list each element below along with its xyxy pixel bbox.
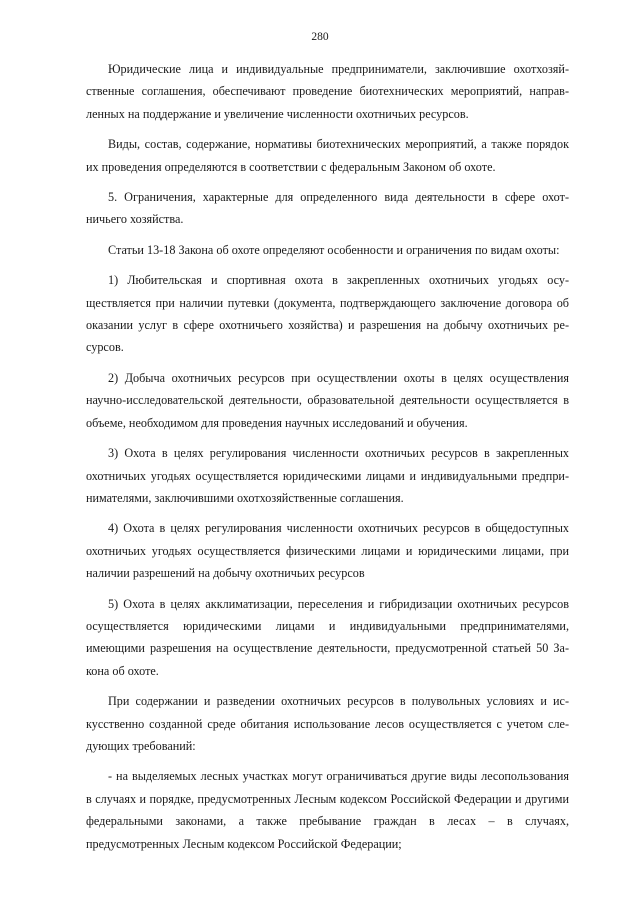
body-text	[86, 58, 569, 863]
paragraph: При содержании и разведении охотничьих ресурсов в полувольных условиях и искусственно созданной среде обитания использование лесов осуществляется с учетом следующих требований:	[86, 694, 569, 753]
paragraph: 2) Добыча охотничьих ресурсов при осуществлении охоты в целях осуществления научно-исследовательской деятельности, образовательной деятельности осуществляется в объеме, необходимом для проведения научных исследований и обучения.	[86, 370, 569, 430]
paragraph: Виды, состав, содержание, нормативы биотехнических мероприятий, а также порядок их проведения определяются в соответствии с федеральным Законом об охоте.	[86, 137, 569, 174]
paragraph: - на выделяемых лесных участках могут ограничиваться другие виды лесопользования в случаях и порядке, предусмотренных Лесным кодексом Российской Федерации и другими федеральными законами, а также пребывание граждан в лесах – в случаях, предусмотренных Лесным кодексом Российской Федерации;	[86, 769, 569, 851]
page-number: 280	[311, 31, 329, 43]
paragraph: 5. Ограничения, характерные для определенного вида деятельности в сфере охотничьего хозяйства.	[86, 190, 569, 227]
paragraph: Статьи 13-18 Закона об охоте определяют особенности и ограничения по видам охоты:	[108, 242, 560, 257]
paragraph: Юридические лица и индивидуальные предприниматели, заключившие охотхозяйственные соглашения, обеспечивают проведение биотехнических мероприятий, направленных на поддержание и увеличение численности охотничьих ресурсов.	[86, 62, 569, 121]
paragraph: 4) Охота в целях регулирования численности охотничьих ресурсов в общедоступных охотничьих угодьях осуществляется физическими лицами и юридическими лицами, при наличии разрешений на добычу охотничьих ресурсов	[86, 521, 569, 581]
paragraph: 3) Охота в целях регулирования численности охотничьих ресурсов в закрепленных охотничьих угодьях осуществляется юридическими лицами и индивидуальными предпринимателями, заключившими охотхозяйственные соглашения.	[86, 446, 569, 505]
paragraph: 5) Охота в целях акклиматизации, переселения и гибридизации охотничьих ресурсов осуществляется юридическими лицами и индивидуальными предпринимателями, имеющими разрешения на осуществление деятельности, предусмотренной статьей 50 Закона об охоте.	[86, 596, 569, 678]
paragraph: 1) Любительская и спортивная охота в закрепленных охотничьих угодьях осуществляется при наличии путевки (документа, подтверждающего заключение договора об оказании услуг в сфере охотничьего хозяйства) и разрешения на добычу охотничьих ресурсов.	[86, 273, 569, 355]
